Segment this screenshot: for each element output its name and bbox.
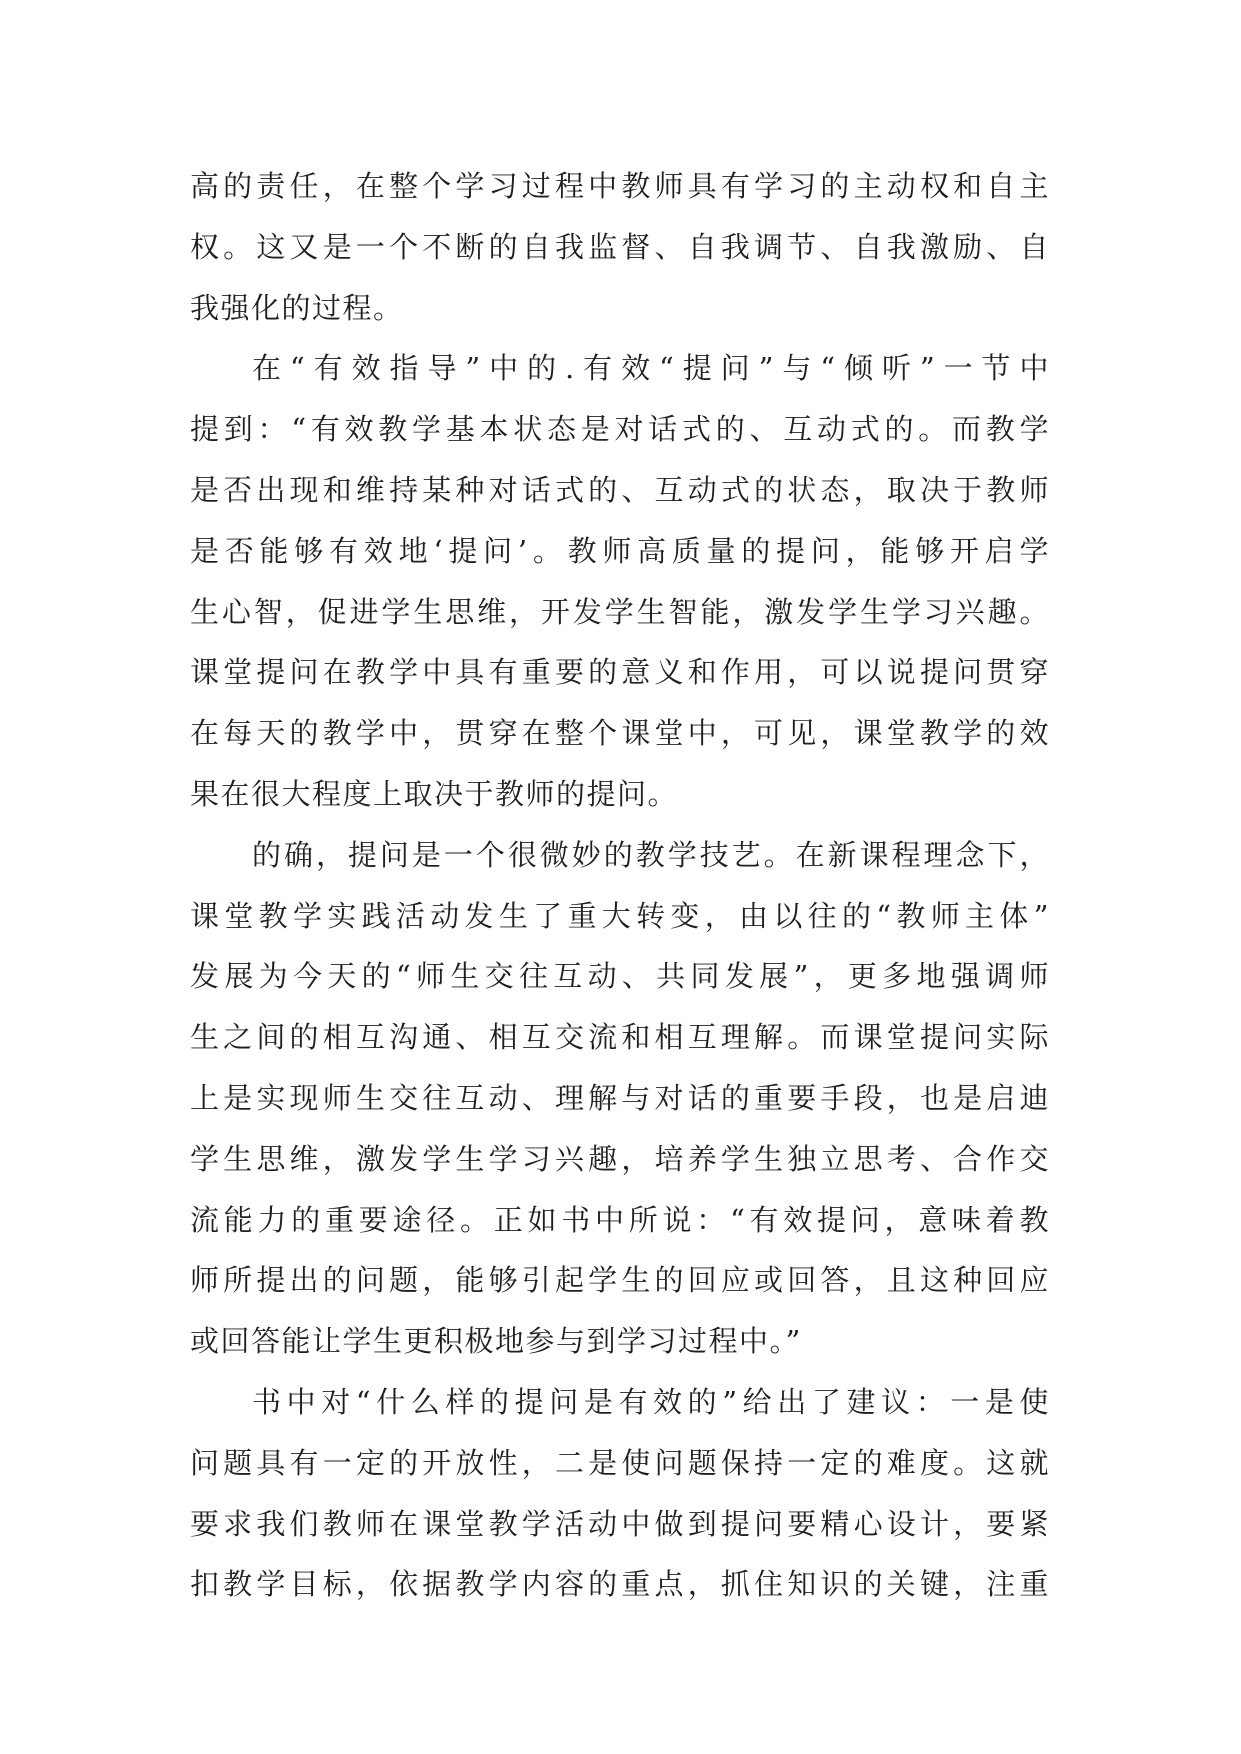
text-line: 在每天的教学中，贯穿在整个课堂中，可见，课堂教学的效: [190, 716, 1050, 751]
text-line: 流能力的重要途径。正如书中所说：“有效提问，意味着教: [190, 1202, 1050, 1237]
text-line: 或回答能让学生更积极地参与到学习过程中。”: [190, 1324, 802, 1359]
text-line: 提到：“有效教学基本状态是对话式的、互动式的。而教学: [190, 412, 1050, 447]
text-line: 书中对“什么样的提问是有效的”给出了建议：一是使: [252, 1384, 1050, 1419]
text-line: 师所提出的问题，能够引起学生的回应或回答，且这种回应: [190, 1263, 1050, 1298]
paragraph-2: [190, 338, 1050, 824]
text-line: 生心智，促进学生思维，开发学生智能，激发学生学习兴趣。: [190, 594, 1050, 629]
paragraph-4: [190, 1372, 1050, 1615]
text-line: 是否能够有效地‘提问’。教师高质量的提问，能够开启学: [190, 533, 1050, 568]
paragraph-3: [190, 825, 1050, 1372]
text-line: 生之间的相互沟通、相互交流和相互理解。而课堂提问实际: [190, 1020, 1050, 1055]
text-line: 权。这又是一个不断的自我监督、自我调节、自我激励、自: [190, 229, 1050, 264]
text-line: 上是实现师生交往互动、理解与对话的重要手段，也是启迪: [190, 1080, 1050, 1115]
text-line: 扣教学目标，依据教学内容的重点，抓住知识的关键，注重: [190, 1567, 1050, 1602]
text-line: 课堂教学实践活动发生了重大转变，由以往的“教师主体”: [190, 898, 1050, 933]
text-line: 发展为今天的“师生交往互动、共同发展”，更多地强调师: [190, 959, 1050, 994]
text-line: 课堂提问在教学中具有重要的意义和作用，可以说提问贯穿: [190, 655, 1050, 690]
text-line: 我强化的过程。: [190, 290, 404, 325]
text-line: 高的责任，在整个学习过程中教师具有学习的主动权和自主: [190, 169, 1050, 203]
text-line: 在“有效指导”中的.有效“提问”与“倾听”一节中: [252, 351, 1050, 386]
text-line: 要求我们教师在课堂教学活动中做到提问要精心设计，要紧: [190, 1506, 1050, 1541]
paragraph-1: [190, 156, 1050, 338]
text-line: 的确，提问是一个很微妙的教学技艺。在新课程理念下，: [252, 837, 1050, 872]
text-line: 学生思维，激发学生学习兴趣，培养学生独立思考、合作交: [190, 1141, 1050, 1176]
text-line: 问题具有一定的开放性，二是使问题保持一定的难度。这就: [190, 1445, 1050, 1480]
document-body: [190, 156, 1050, 1615]
text-line: 果在很大程度上取决于教师的提问。: [190, 776, 679, 811]
text-line: 是否出现和维持某种对话式的、互动式的状态，取决于教师: [190, 472, 1050, 507]
